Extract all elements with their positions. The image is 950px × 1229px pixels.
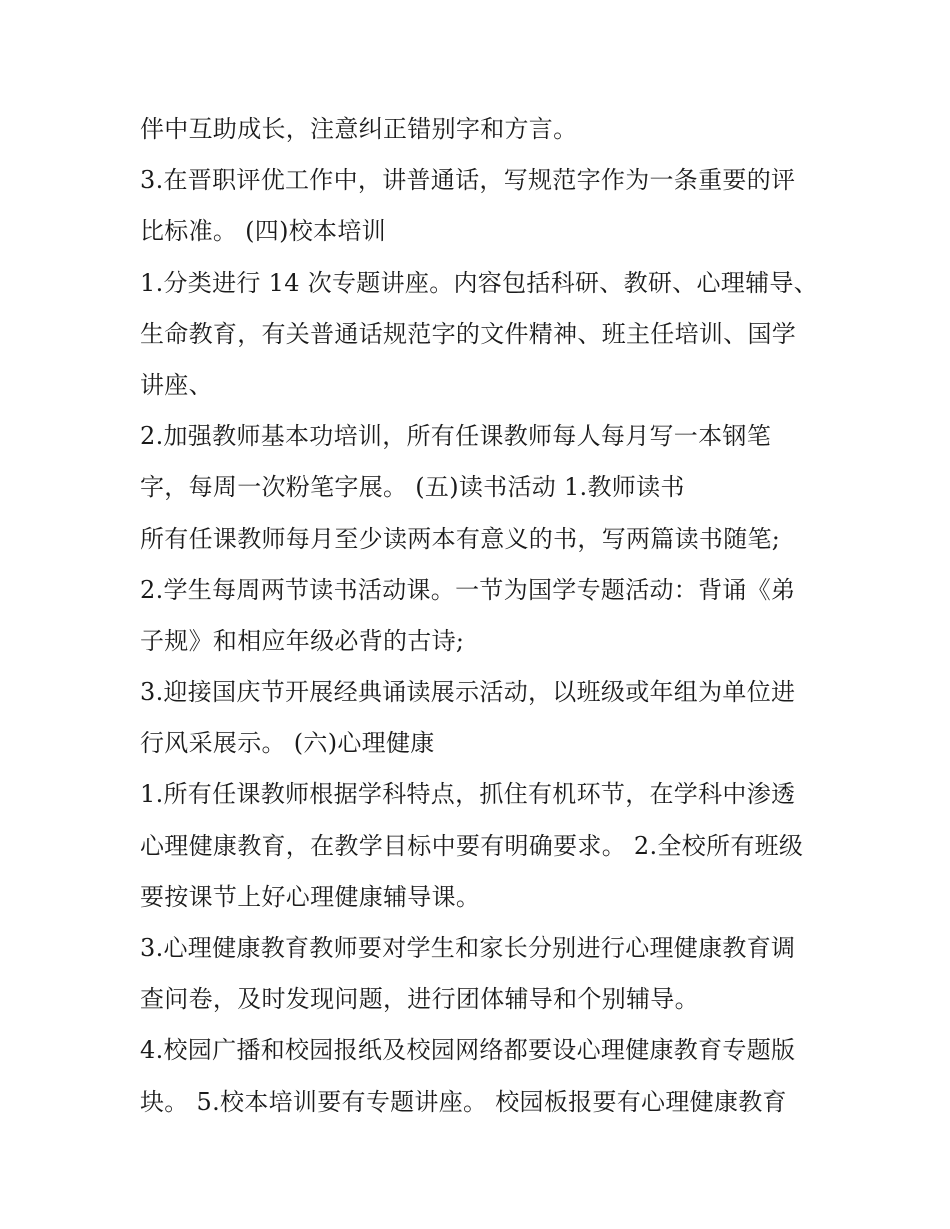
text-line: 2.学生每周两节读书活动课。一节为国学专题活动：背诵《弟: [140, 575, 796, 604]
text-line: 2.加强教师基本功培训，所有任课教师每人每月写一本钢笔: [140, 422, 771, 451]
text-line: 块。 5.校本培训要有专题讲座。 校园板报要有心理健康教育: [140, 1087, 787, 1116]
text-line: 比标准。 (四)校本培训: [140, 217, 386, 246]
text-line: 1.分类进行 14 次专题讲座。内容包括科研、教研、心理辅导、: [140, 268, 818, 297]
text-line: 3.心理健康教育教师要对学生和家长分别进行心理健康教育调: [140, 934, 796, 962]
text-line: 心理健康教育，在教学目标中要有明确要求。 2.全校所有班级: [140, 831, 804, 860]
text-line: 4.校园广播和校园报纸及校园网络都要设心理健康教育专题版: [140, 1036, 796, 1065]
text-line: 伴中互助成长，注意纠正错别字和方言。: [140, 115, 578, 143]
text-line: 查问卷，及时发现问题，进行团体辅导和个别辅导。: [140, 985, 699, 1014]
text-line: 要按课节上好心理健康辅导课。: [140, 882, 481, 911]
text-line: 讲座、: [140, 370, 213, 399]
text-line: 3.迎接国庆节开展经典诵读展示活动，以班级或年组为单位进: [140, 678, 796, 707]
document-body: [140, 104, 840, 1128]
text-line: 3.在晋职评优工作中，讲普通话，写规范字作为一条重要的评: [140, 166, 796, 195]
text-line: 1.所有任课教师根据学科特点，抓住有机环节，在学科中渗透: [140, 780, 796, 809]
text-line: 子规》和相应年级必背的古诗;: [140, 626, 465, 655]
text-line: 生命教育，有关普通话规范字的文件精神、班主任培训、国学: [140, 319, 797, 348]
text-line: 行风采展示。 (六)心理健康: [140, 729, 435, 758]
text-line: 字，每周一次粉笔字展。 (五)读书活动 1.教师读书: [140, 473, 685, 502]
text-line: 所有任课教师每月至少读两本有意义的书，写两篇读书随笔;: [140, 524, 781, 553]
